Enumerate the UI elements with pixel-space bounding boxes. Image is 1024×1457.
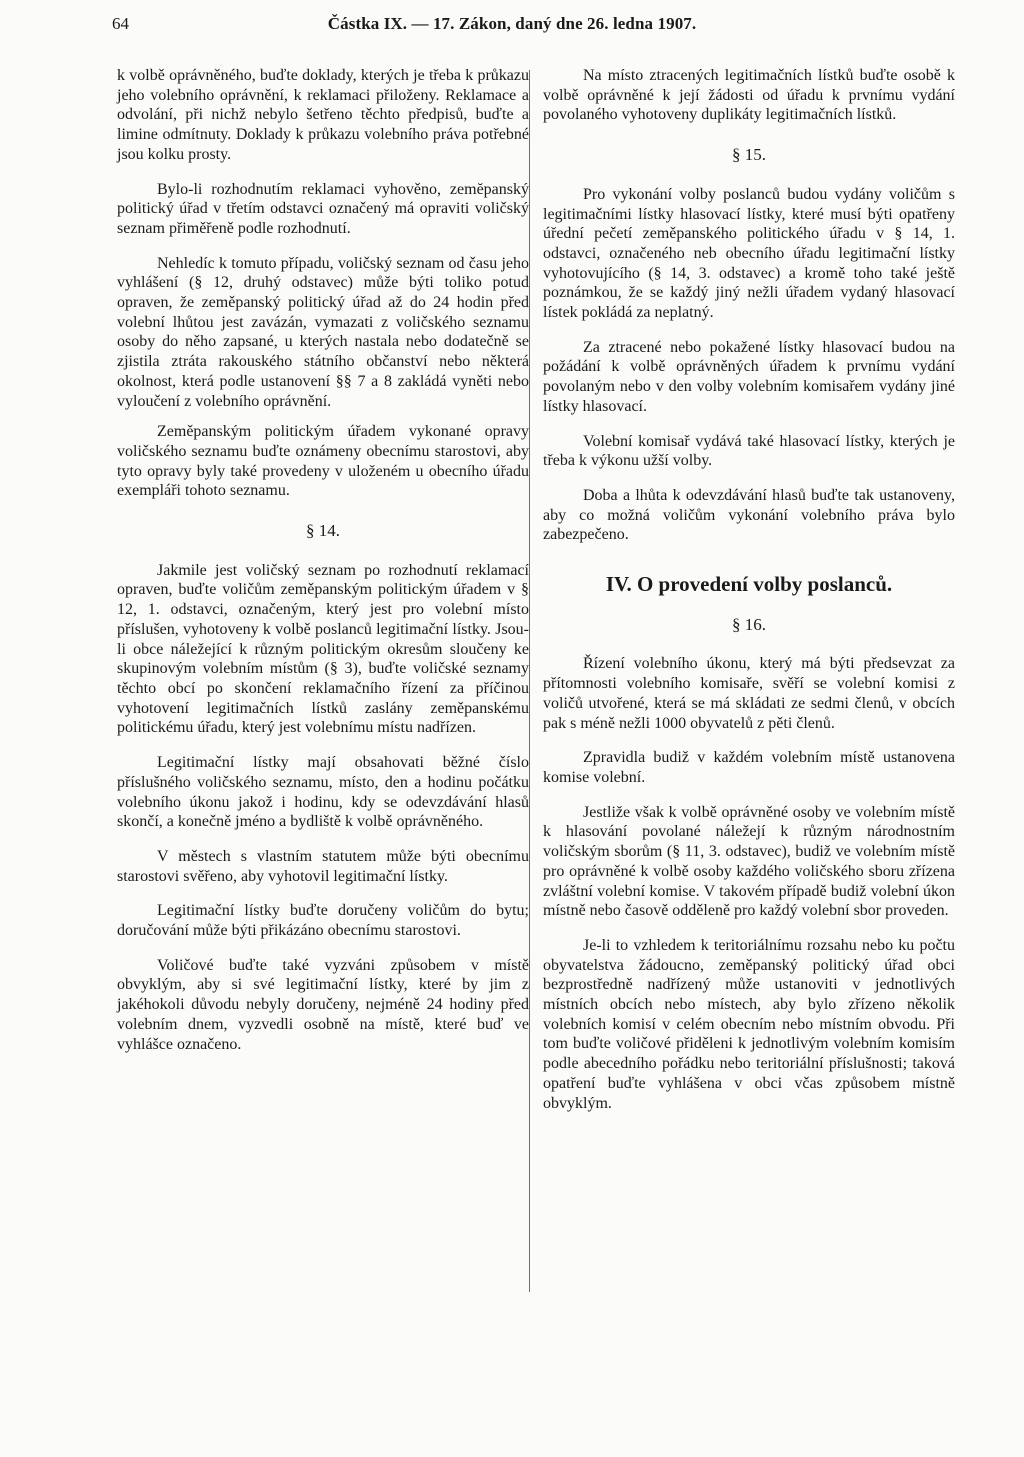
- paragraph: Doba a lhůta k odevzdávání hlasů buďte tak ustanoveny, aby co možná voličům vykonání volebního práva bylo zabezpečeno.: [543, 486, 955, 544]
- paragraph: Bylo-li rozhodnutím reklamaci vyhověno, zemĕpanský politický úřad v třetím odstavci označený má opraviti voličský seznam přiměřeně podle rozhodnutí.: [117, 180, 529, 237]
- right-column: [543, 66, 955, 1128]
- paragraph: V městech s vlastním statutem může býti obecnímu starostovi svěřeno, aby vyhotovil legitimační lístky.: [117, 847, 529, 885]
- paragraph: Legitimační lístky buďte doručeny voličům do bytu; doručování může býti přikázáno obecnímu starostovi.: [117, 902, 529, 940]
- left-column: [117, 66, 529, 1069]
- paragraph: Nehledíc k tomuto případu, voličský seznam od času jeho vyhlášení (§ 12, druhý odstavec) může býti toliko potud opraven, že zeměpanský politický úřad až do 24 hodin před volební lhůtou jest zavázán, vymazati z voličského seznamu osoby do něho zapsané, u kterých nastala nebo dodatečně se zjistila ztráta rakouského státního občanství nebo některá okolnost, která podle ustanovení §§ 7 a 8 zakládá vyněti nebo vyloučení z volebního oprávnění.: [117, 254, 529, 410]
- running-title: Částka IX. — 17. Zákon, daný dne 26. ledna 1907.: [327, 14, 697, 33]
- paragraph: Voličové buďte také vyzváni způsobem v místě obvyklým, aby si své legitimační lístky, které by jim z jakéhokoli důvodu nebyly doručeny, nejméně 24 hodiny před volebním dnem, vyzvedli osobně na místě, které buď ve vyhlášce označeno.: [117, 956, 529, 1053]
- paragraph: k volbě oprávněného, buďte doklady, kterých je třeba k průkazu jeho volebního oprávnění, k reklamaci přiloženy. Reklamace a odvolání, při nichž nebylo šetřeno těchto předpisů, buďte a limine odmítnuty. Doklady k průkazu volebního práva potřebné jsou kolku prosty.: [117, 67, 529, 163]
- paragraph: Na místo ztracených legitimačních lístků buďte osobě k volbě oprávněné k její žádosti od úřadu k prvnímu vydání povolaného vyhotoveny duplikáty legitimačních lístků.: [543, 67, 955, 124]
- paragraph: Řízení volebního úkonu, který má býti předsevzat za přítomnosti volebního komisaře, svěří se volební komisi z voličů utvořené, která se má skládati ze sedmi členů, v obcích pak s méně nežli 1000 obyvatelů z pěti členů.: [543, 655, 955, 732]
- section-heading-14: § 14.: [306, 521, 340, 541]
- paragraph: Zeměpanským politickým úřadem vykonané opravy voličského seznamu buďte oznámeny obecnímu starostovi, aby tyto opravy byly také provedeny v uloženém u obecního úřadu exempláři tohoto seznamu.: [117, 423, 529, 500]
- paragraph: Jestliže však k volbě oprávněné osoby ve volebním místě k hlasování povolané náležejí k různým národnostním voličským sborům (§ 11, 3. odstavec), budiž ve volebním místě pro oprávněné k volbě osoby každého voličského sboru zřízena zvláštní volební komise. V takovém případě budiž volební úkon místně nebo časově odděleně pro každý volební sbor proveden.: [543, 803, 955, 920]
- paragraph: Jakmile jest voličský seznam po rozhodnutí reklamací opraven, buďte voličům zeměpanským politickým úřadem v § 12, 1. odstavci, označeným, který jest pro volební místo příslušen, vyhotoveny k volbě poslanců legitimační lístky. Jsou-li obce náležející k různým politickým okresům sloučeny ke skupinovým volebním místům (§ 3), buďte voličské seznamy těchto obcí po skončení reklamačního řízení za příčinou vyhotovení legitimačních lístků zaslány zeměpanskému politickému úřadu, který jest volebnímu místu nadřízen.: [117, 561, 529, 737]
- section-heading-15: § 15.: [732, 145, 766, 165]
- section-heading-16: § 16.: [732, 614, 766, 634]
- paragraph: Volební komisař vydává také hlasovací lístky, kterých je třeba k výkonu užší volby.: [543, 432, 955, 470]
- page-header: [112, 14, 912, 40]
- paragraph: Za ztracené nebo pokažené lístky hlasovací budou na požádání k volbě oprávněných úřadem k prvnímu vydání povolaným nebo v den volby volebním komisařem vydány jiné lístky hlasovací.: [543, 338, 955, 415]
- paragraph: Zpravidla budiž v každém volebním místě ustanovena komise volební.: [543, 749, 955, 786]
- paragraph: Je-li to vzhledem k teritoriálnímu rozsahu nebo ku počtu obyvatelstva žádoucno, zeměpanský politický úřad obci bezprostředně nadřízený může ustanoviti v jednotlivých místních obcích nebo místech, aby bylo zřízeno několik volebních komisí v celém obecním nebo místním obvodu. Při tom buďte voličové přiděleni k jednotlivým volebním komisím podle abecedního pořádku nebo teritoriální příslušnosti; taková opatření buďte vyhlášena v obci včas způsobem místně obvyklým.: [543, 936, 955, 1112]
- column-divider: [529, 70, 530, 1292]
- paragraph: Legitimační lístky mají obsahovati běžné číslo příslušného voličského seznamu, místo, den a hodinu počátku volebního úkonu jakož i hodinu, kdy se odevzdávání hlasů skončí, a konečně jméno a bydliště k volbě oprávněného.: [117, 754, 529, 831]
- page-number: 64: [112, 14, 129, 33]
- chapter-heading: IV. O provedení volby poslanců.: [605, 572, 893, 597]
- paragraph: Pro vykonání volby poslanců budou vydány voličům s legitimačními lístky hlasovací lístky, které musí býti opatřeny úřední pečetí zeměpanského politického úřadu v § 14, 1. odstavci, označeného neb obecního úřadu legitimační lístky vyhotovujícího (§ 14, 3. odstavec) a kromě toho také ještě poznámkou, že se každý jiný nežli úřadem vydaný hlasovací lístek pokládá za neplatný.: [543, 185, 955, 322]
